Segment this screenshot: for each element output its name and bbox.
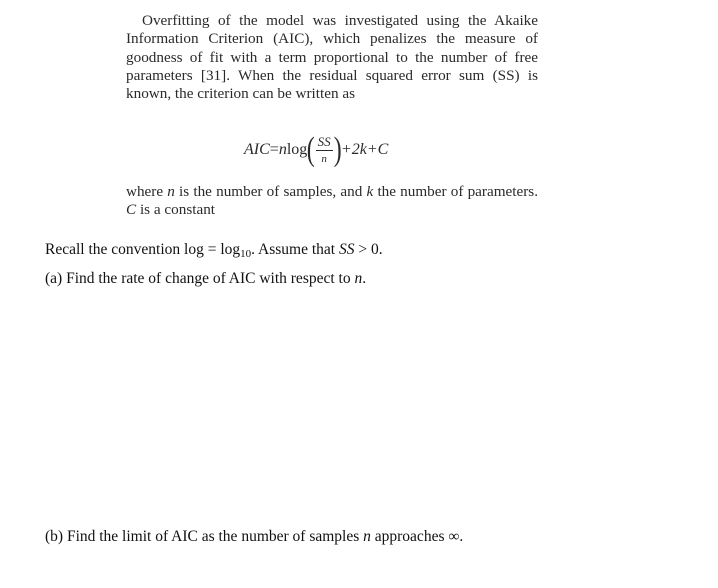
question-part-a — [45, 270, 366, 288]
formula-lhs: AIC — [244, 141, 270, 158]
where-text-part: where — [126, 183, 168, 200]
question-part-b — [45, 528, 463, 546]
part-a-text: . — [362, 270, 367, 287]
part-b-text: approaches ∞. — [370, 528, 464, 545]
textbook-excerpt — [126, 12, 538, 103]
where-text-part: is a constant — [136, 201, 216, 219]
part-a-var-n: n — [354, 270, 363, 287]
formula-equals: = — [269, 141, 279, 158]
excerpt-paragraph: Overfitting of the model was investigated using the Akaike Information Criterion (AIC), which penalizes the measure of goodness of fit with a term proportional to the number of free parameters [31]. When the residual squared error sum (SS) is known, the criterion can be written as — [126, 12, 538, 103]
aic-formula — [244, 128, 388, 172]
recall-var-ss: SS — [338, 241, 355, 258]
formula-n: n — [278, 141, 287, 158]
where-text-part: is the number of samples, and — [174, 183, 367, 200]
formula-tail: +2k+C — [340, 141, 389, 158]
where-var-k: k — [366, 183, 374, 200]
fraction-denominator: n — [321, 152, 327, 165]
where-var-c: C — [126, 201, 137, 219]
where-var-n: n — [167, 183, 175, 200]
formula-close-paren: ) — [333, 131, 342, 168]
log-base-subscript: 10 — [240, 248, 252, 260]
where-text-part: the number of parameters. — [373, 183, 538, 200]
recall-convention — [45, 241, 383, 260]
formula-log: log — [286, 141, 308, 158]
fraction-numerator: SS — [317, 133, 331, 149]
part-b-var-n: n — [363, 528, 371, 545]
where-paragraph — [126, 183, 538, 220]
part-b-text: (b) Find the limit of AIC as the number of samples — [45, 528, 364, 545]
where-text — [126, 183, 538, 220]
recall-text: > 0. — [354, 241, 383, 258]
fraction-bar — [316, 150, 333, 151]
recall-text: Recall the convention log = log — [45, 241, 241, 258]
recall-text: . Assume that — [251, 241, 339, 258]
formula-open-paren: ( — [306, 131, 315, 168]
part-a-text: (a) Find the rate of change of AIC with respect to — [45, 270, 355, 287]
formula-fraction — [316, 135, 333, 166]
